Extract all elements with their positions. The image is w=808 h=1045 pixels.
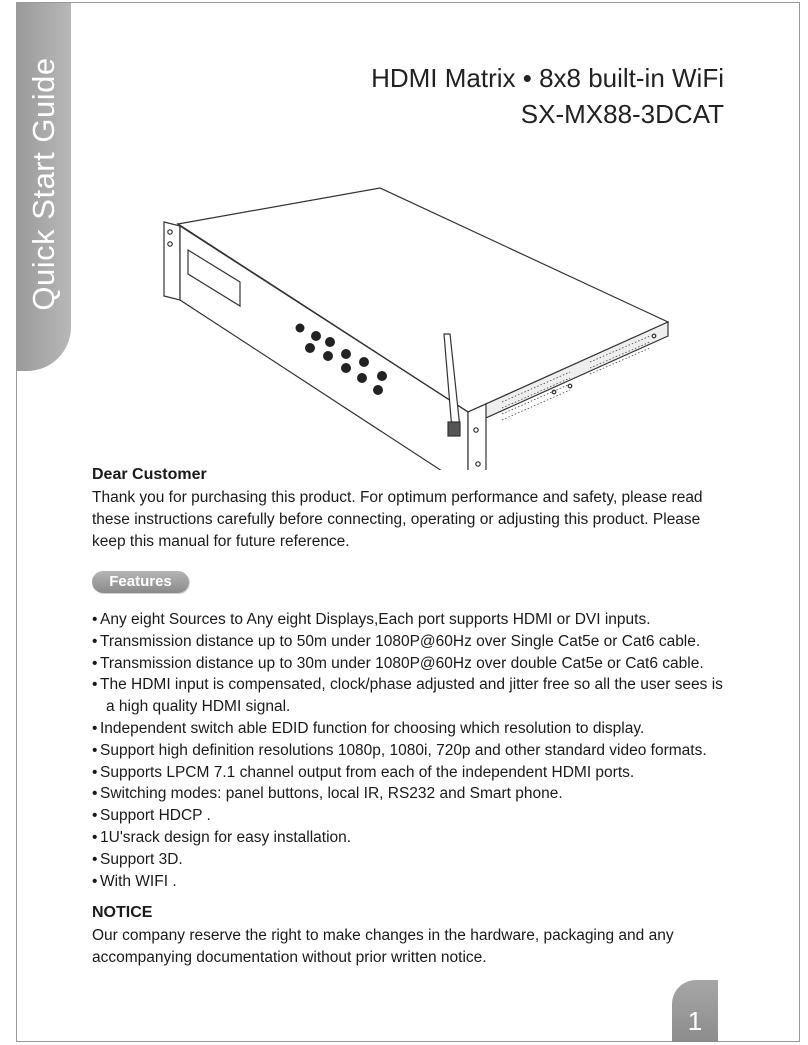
- notice-heading: NOTICE: [92, 904, 153, 921]
- feature-item: • Independent switch able EDID function for choosing which resolution to display.: [92, 719, 645, 737]
- intro-heading: Dear Customer: [92, 466, 207, 483]
- feature-list: [92, 609, 732, 892]
- product-title: HDMI Matrix • 8x8 built-in WiFi: [371, 63, 724, 93]
- feature-item: • Switching modes: panel buttons, local IR, RS232 and Smart phone.: [92, 785, 563, 803]
- side-tab-label: Quick Start Guide: [26, 57, 61, 311]
- feature-item: • Support HDCP .: [92, 807, 211, 825]
- notice-paragraph: Our company reserve the right to make changes in the hardware, packaging and any accompanying documentation without prior written notice.: [92, 927, 674, 966]
- feature-item: • Supports LPCM 7.1 channel output from each of the independent HDMI ports.: [92, 763, 635, 781]
- feature-item: • Support 3D.: [92, 850, 183, 868]
- feature-item: • Any eight Sources to Any eight Displays,Each port supports HDMI or DVI inputs.: [92, 611, 651, 628]
- product-model: SX-MX88-3DCAT: [520, 99, 724, 129]
- features-badge: Features: [92, 571, 189, 593]
- feature-item: • Transmission distance up to 50m under 1080P@60Hz over Single Cat5e or Cat6 cable.: [92, 632, 701, 650]
- feature-item: • With WIFI .: [92, 872, 177, 890]
- feature-item: • Support high definition resolutions 1080p, 1080i, 720p and other standard video formats.: [92, 741, 707, 759]
- intro-paragraph: Thank you for purchasing this product. For optimum performance and safety, please read these instructions carefully before connecting, operating or adjusting this product. Please keep this manual for future reference.: [92, 489, 703, 550]
- feature-item: • 1U'srack design for easy installation.: [92, 828, 352, 846]
- device-illustration: [150, 140, 710, 470]
- feature-item: • Transmission distance up to 30m under 1080P@60Hz over double Cat5e or Cat6 cable.: [92, 654, 704, 672]
- page-number: 1: [687, 1006, 703, 1036]
- feature-item: • The HDMI input is compensated, clock/phase adjusted and jitter free so all the user sees is a high quality HDMI signal.: [92, 676, 723, 716]
